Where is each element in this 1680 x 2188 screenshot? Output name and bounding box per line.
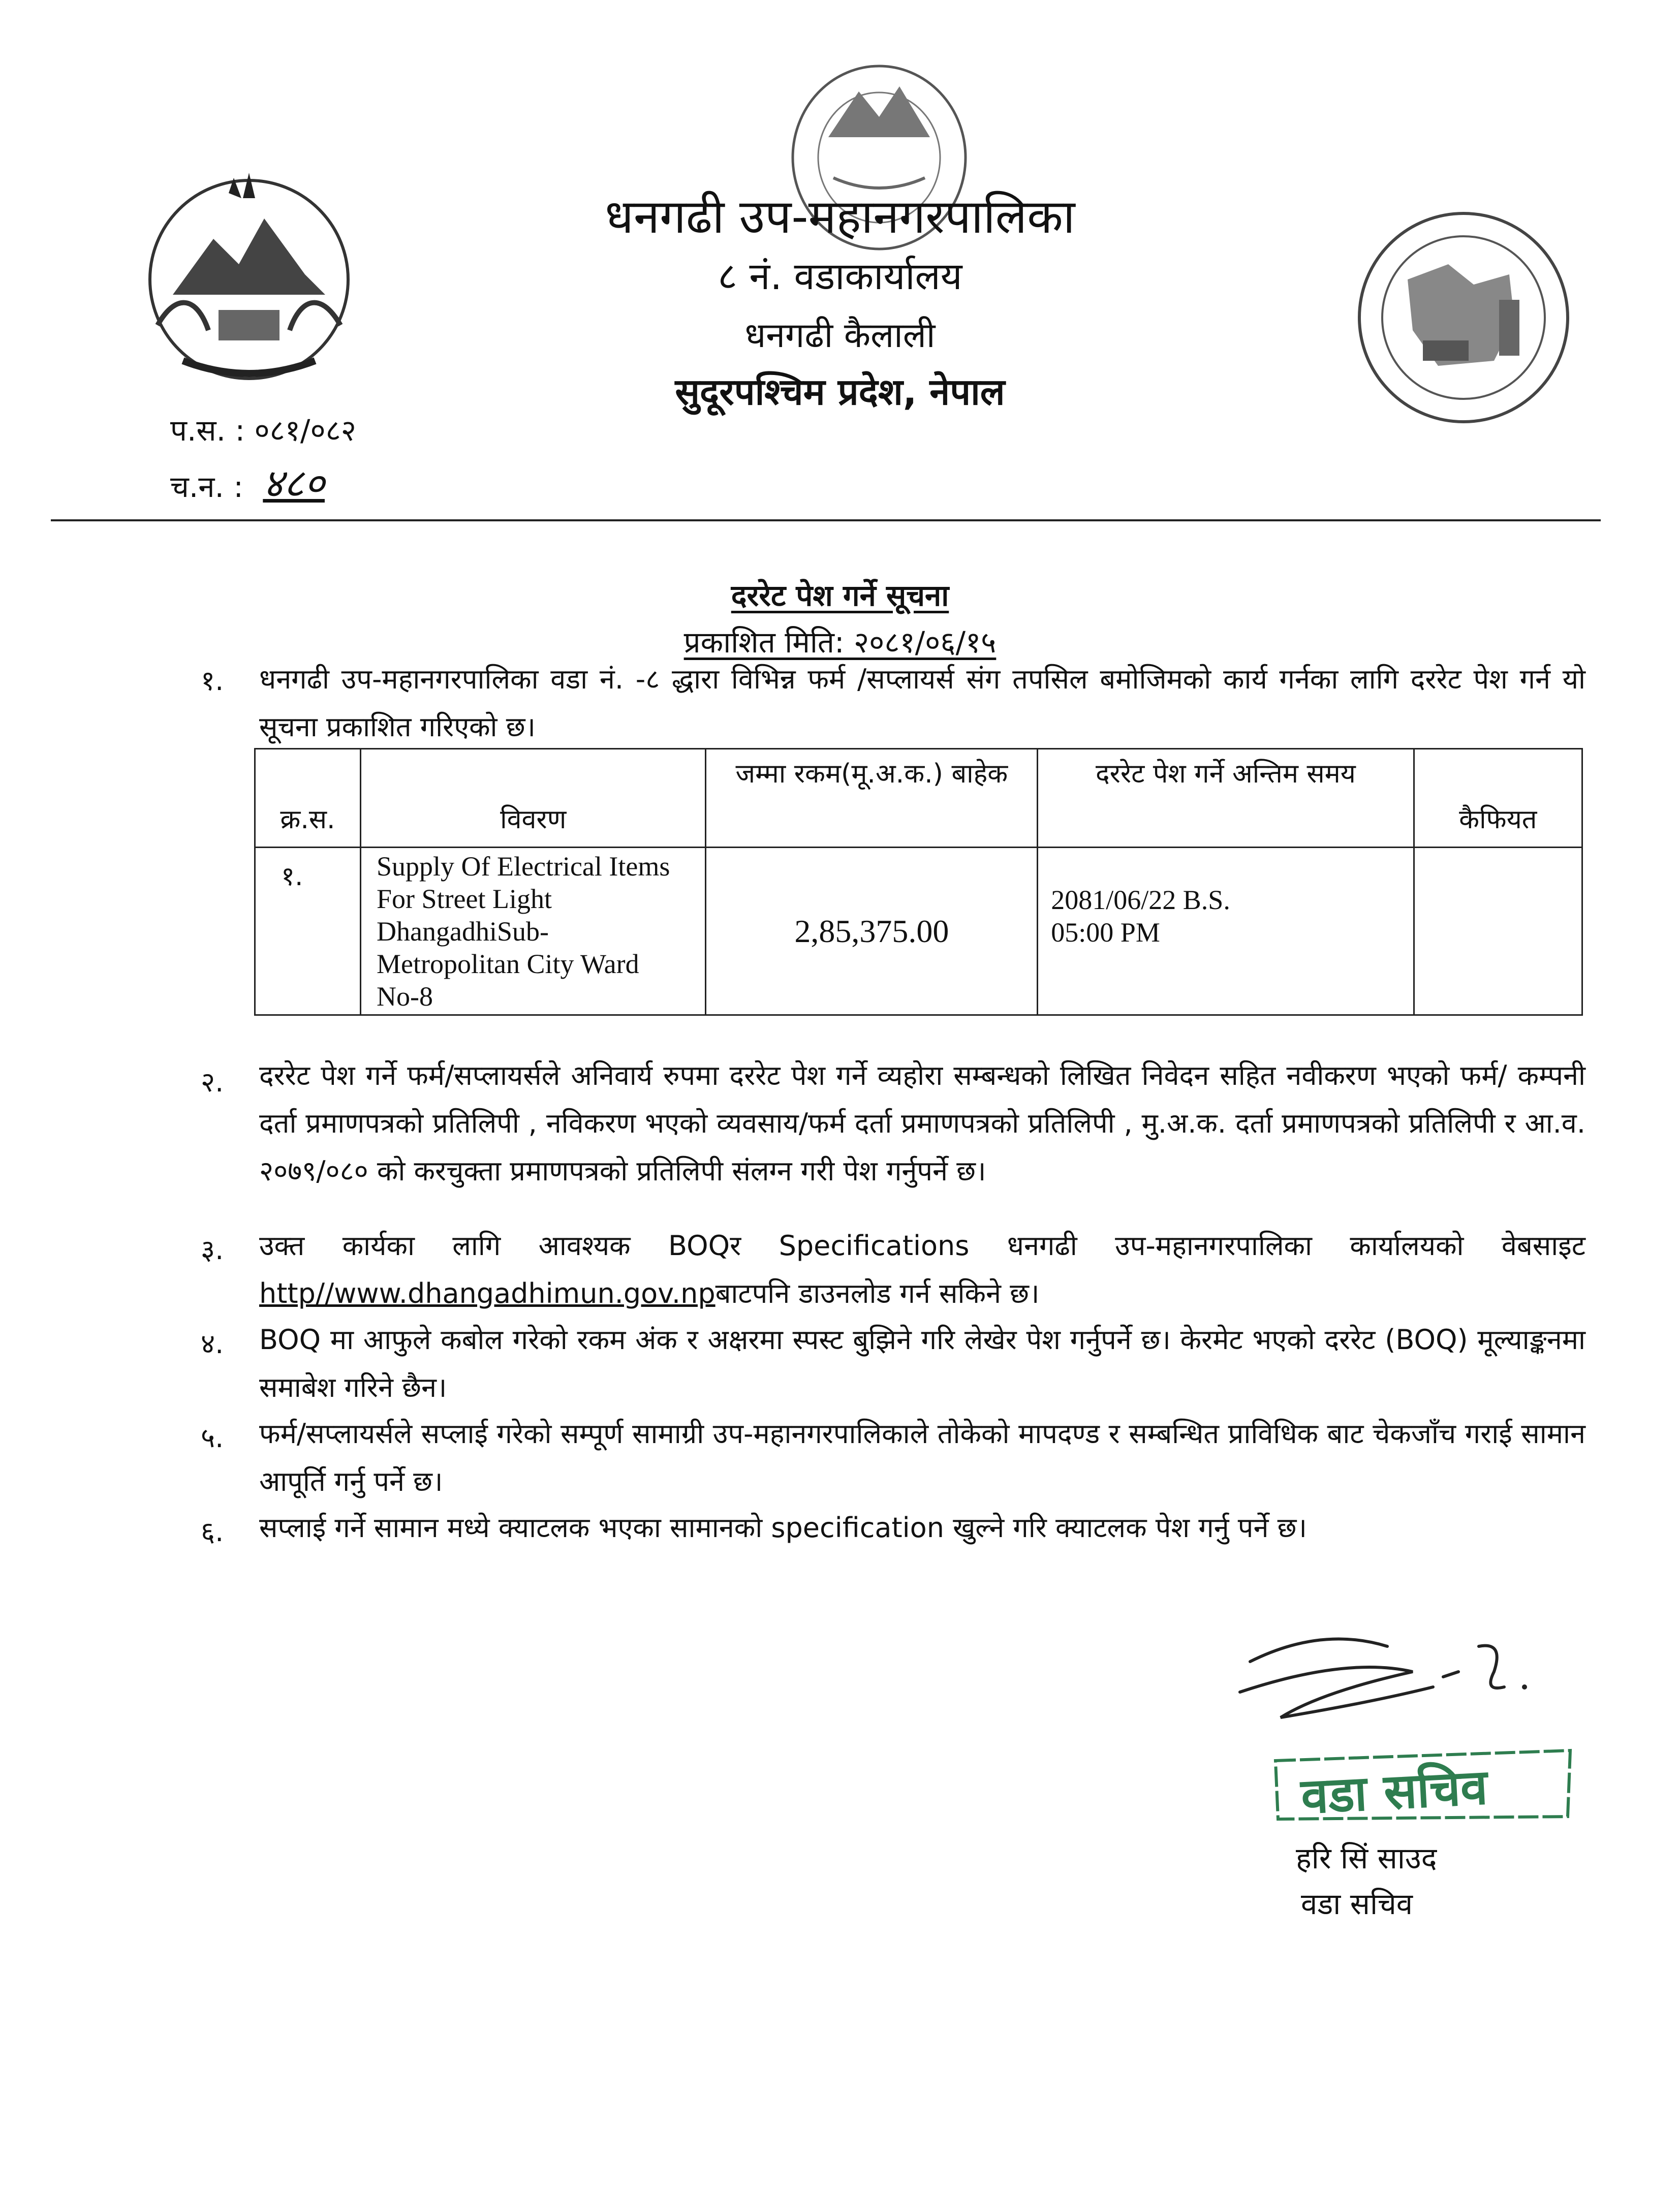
stamp-text: वडा सचिव <box>1299 1758 1489 1825</box>
item-number: २. <box>201 1066 224 1098</box>
item-text: दररेट पेश गर्ने फर्म/सप्लायर्सले अनिवार्य रुपमा दररेट पेश गर्ने व्यहोरा सम्बन्धको लिखित निवेदन सहित नवीकरण भएको फर्म/ कम्पनी दर्ता प्रमाणपत्रको प्रतिलिपी , नविकरण भएको व्यवसाय/फर्म दर्ता प्रमाणपत्रको प्रतिलिपी , मु.अ.क. दर्ता प्रमाणपत्रको प्रतिलिपी र आ.व. २०७९/०८० को करचुक्ता प्रमाणपत्रको प्रतिलिपी संलग्न गरी पेश गर्नुपर्ने छ। <box>259 1059 1585 1187</box>
header-remarks: कैफियत <box>1414 749 1582 848</box>
dispatch-row <box>170 455 325 509</box>
location: धनगढी कैलाली <box>744 316 936 356</box>
item-number: ४. <box>201 1328 224 1360</box>
cell-sn: १. <box>255 848 361 1015</box>
cell-amount: 2,85,375.00 <box>706 848 1038 1015</box>
header-deadline: दररेट पेश गर्ने अन्तिम समय <box>1038 749 1414 848</box>
item-text: धनगढी उप-महानगरपालिका वडा नं. -८ द्धारा विभिन्न फर्म /सप्लायर्स संग तपसिल बमोजिमको कार्य गर्नका लागि दररेट पेश गर्न यो सूचना प्रकाशित गरिएको छ। <box>259 663 1585 743</box>
item-number: ६. <box>201 1516 224 1548</box>
dispatch-number: ४८० <box>263 461 325 507</box>
item-text: सप्लाई गर्ने सामान मध्ये क्याटलक भएका सामानको specification खुल्ने गरि क्याटलक पेश गर्नु पर्ने छ। <box>259 1512 1307 1544</box>
header-sn: क्र.स. <box>255 749 361 848</box>
province: सुदूरपश्चिम प्रदेश, नेपाल <box>675 370 1005 413</box>
header-description: विवरण <box>361 749 706 848</box>
header-amount: जम्मा रकम(मू.अ.क.) बाहेक <box>706 749 1038 848</box>
rate-table <box>254 748 1583 1016</box>
signature-icon <box>1220 1616 1555 1738</box>
cell-description: Supply Of Electrical Items For Street Light DhangadhiSub-Metropolitan City Ward No-8 <box>361 848 706 1015</box>
item-text-after: बाटपनि डाउनलोड गर्न सकिने छ। <box>715 1277 1040 1309</box>
designation-stamp <box>1270 1745 1575 1825</box>
cell-deadline <box>1038 848 1414 1015</box>
item-number: ५. <box>201 1422 224 1454</box>
signatory-name: हरि सिं साउद <box>1296 1841 1437 1876</box>
notice-title: दररेट पेश गर्ने सूचना <box>731 578 949 613</box>
signatory-designation: वडा सचिव <box>1301 1887 1413 1921</box>
item-text <box>259 1222 1585 1318</box>
website-link[interactable]: http//www.dhangadhimun.gov.np <box>259 1277 715 1309</box>
header-divider <box>51 519 1601 521</box>
deadline-time: 05:00 PM <box>1051 917 1160 948</box>
item-text: BOQ मा आफुले कबोल गरेको रकम अंक र अक्षरमा स्पस्ट बुझिने गरि लेखेर पेश गर्नुपर्ने छ। केरमेट भएको दररेट (BOQ) मूल्याङ्कनमा समाबेश गरिने छैन। <box>259 1324 1585 1403</box>
table-row <box>255 848 1582 1015</box>
deadline-date: 2081/06/22 B.S. <box>1051 885 1230 915</box>
fiscal-year-label: प.स. : ०८१/०८२ <box>170 413 356 448</box>
ward-office: ८ नं. वडाकार्यालय <box>718 255 962 298</box>
item-text: फर्म/सप्लायर्सले सप्लाई गरेको सम्पूर्ण सामाग्री उप-महानगरपालिकाले तोकेको मापदण्ड र सम्बन्धित प्राविधिक बाट चेकजाँच गराई सामान आपूर्ति गर्नु पर्ने छ। <box>259 1418 1585 1497</box>
published-date: प्रकाशित मिति: २०८१/०६/१५ <box>683 625 997 660</box>
dispatch-label: च.न. : <box>170 470 243 504</box>
org-name: धनगढी उप-महानगरपालिका <box>605 190 1075 244</box>
item-number: १. <box>201 665 224 697</box>
handwritten-signature <box>1220 1616 1555 1738</box>
cell-remarks <box>1414 848 1582 1015</box>
table-header-row <box>255 749 1582 848</box>
item-text-before: उक्त कार्यका लागि आवश्यक BOQर Specifications धनगढी उप-महानगरपालिका कार्यालयको वेबसाइट <box>259 1230 1585 1262</box>
item-number: ३. <box>201 1234 224 1266</box>
